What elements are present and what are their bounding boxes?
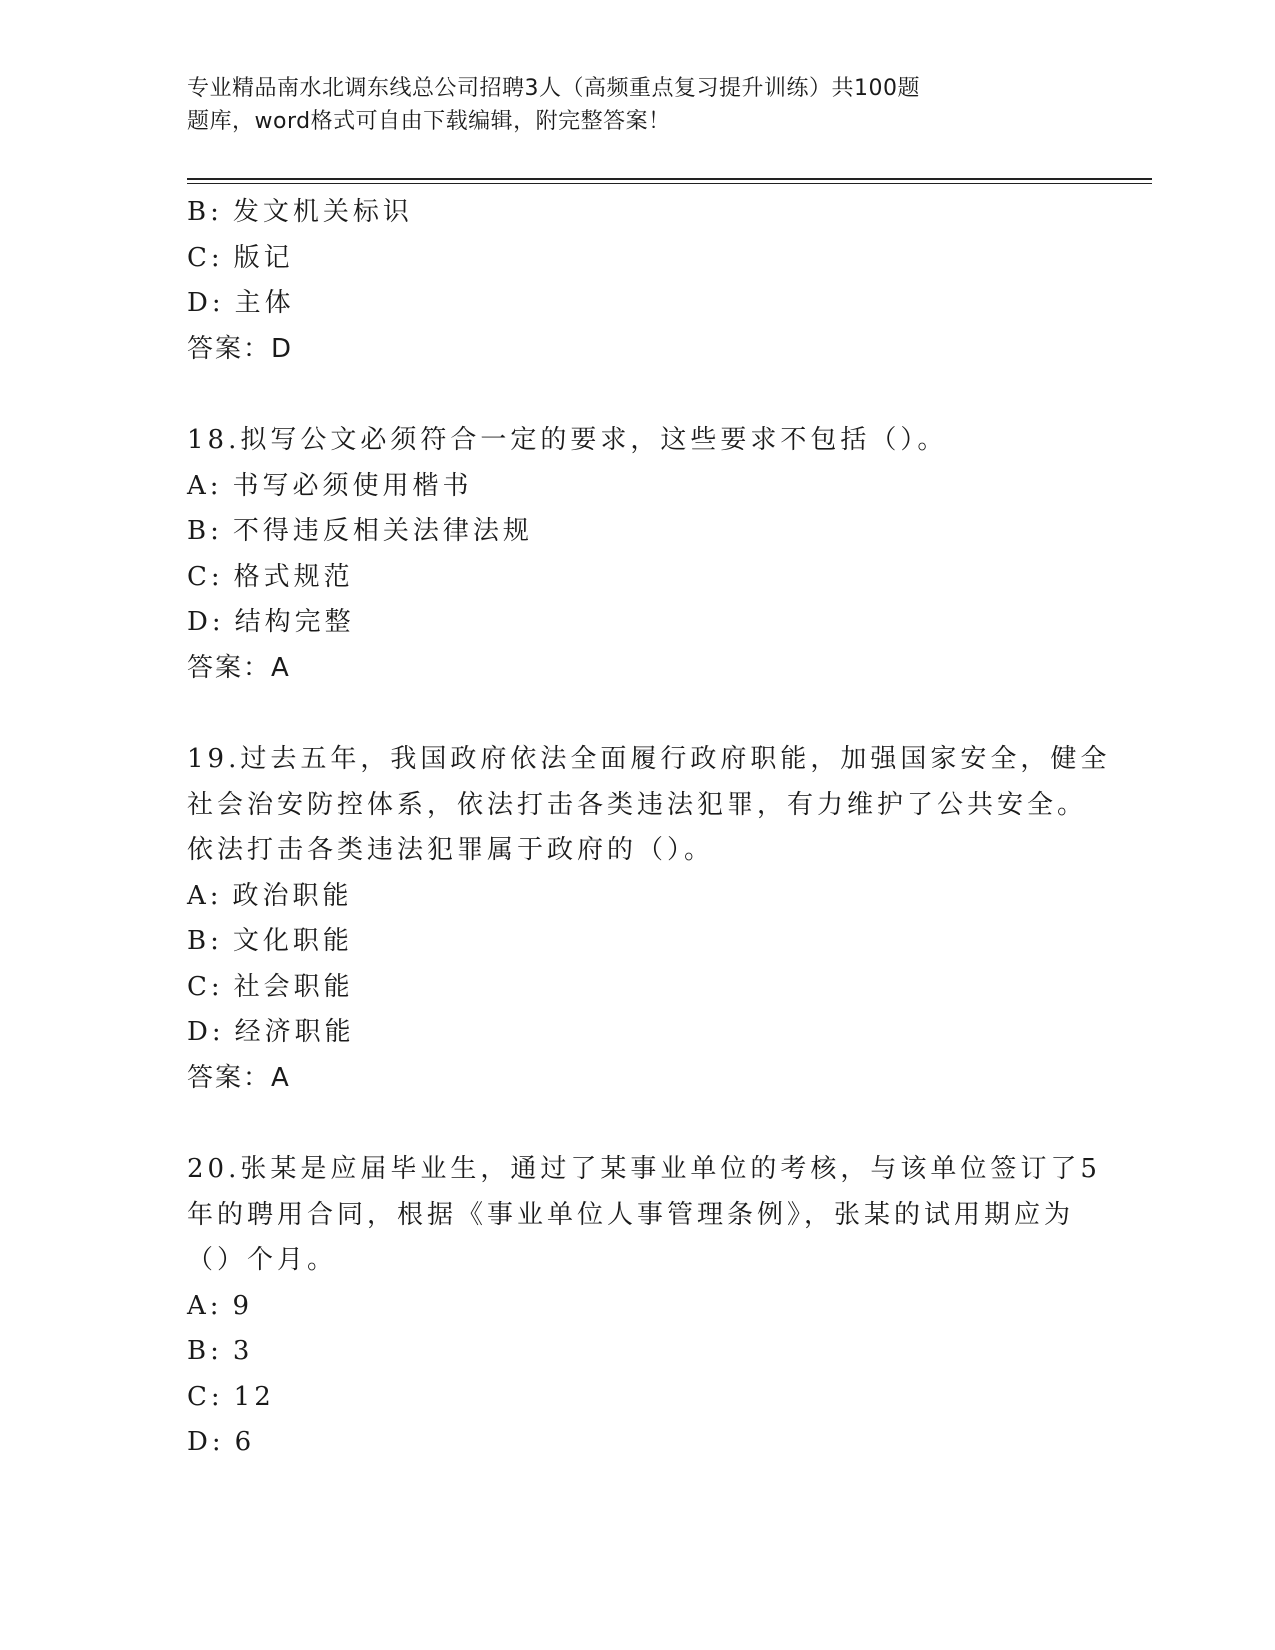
question-list [187, 190, 1111, 1466]
question-17-tail [187, 190, 1087, 372]
option-d: D: 主体 [187, 288, 295, 318]
question-stem: 18.拟写公文必须符合一定的要求，这些要求不包括（）。 [187, 425, 948, 455]
question-stem-line-2: 社会治安防控体系，依法打击各类违法犯罪，有力维护了公共安全。 [187, 789, 1088, 820]
question-19 [187, 737, 1111, 1101]
question-gap [187, 691, 1087, 737]
question-stem-line-3: （）个月。 [187, 1245, 338, 1275]
question-stem-line-1: 19.过去五年，我国政府依法全面履行政府职能，加强国家安全，健全 [187, 744, 1111, 774]
question-stem-line-2: 年的聘用合同，根据《事业单位人事管理条例》，张某的试用期应为 [187, 1199, 1075, 1230]
option-d: D: 结构完整 [187, 607, 355, 637]
question-stem-line-3: 依法打击各类违法犯罪属于政府的（）。 [187, 835, 715, 865]
option-b: B: 发文机关标识 [187, 197, 413, 227]
question-gap [187, 1101, 1087, 1147]
header-rule-thick [187, 178, 1152, 180]
header-title-line-2: 题库，word格式可自由下载编辑，附完整答案！ [187, 109, 671, 134]
option-b: B: 文化职能 [187, 926, 353, 956]
answer-label: 答案：D [187, 333, 294, 364]
option-c: C: 格式规范 [187, 561, 354, 592]
option-c: C: 社会职能 [187, 971, 354, 1002]
answer-label: 答案：A [187, 1062, 291, 1093]
option-b: B: 不得违反相关法律法规 [187, 516, 533, 546]
header-title-line-1: 专业精品南水北调东线总公司招聘3人（高频重点复习提升训练）共100题 [187, 76, 920, 101]
option-c: C: 版记 [187, 242, 294, 273]
answer-label: 答案：A [187, 652, 291, 683]
document-header [187, 72, 1047, 138]
question-stem-line-1: 20.张某是应届毕业生，通过了某事业单位的考核，与该单位签订了5 [187, 1154, 1101, 1184]
question-gap [187, 372, 1087, 418]
option-b: B: 3 [187, 1336, 254, 1366]
header-rule-thin [187, 183, 1152, 184]
option-a: A: 政治职能 [187, 880, 353, 911]
option-c: C: 12 [187, 1381, 275, 1412]
option-a: A: 9 [187, 1290, 254, 1321]
question-20 [187, 1147, 1101, 1466]
question-18 [187, 418, 1087, 691]
option-d: D: 6 [187, 1427, 256, 1457]
option-a: A: 书写必须使用楷书 [187, 470, 473, 501]
option-d: D: 经济职能 [187, 1017, 355, 1047]
